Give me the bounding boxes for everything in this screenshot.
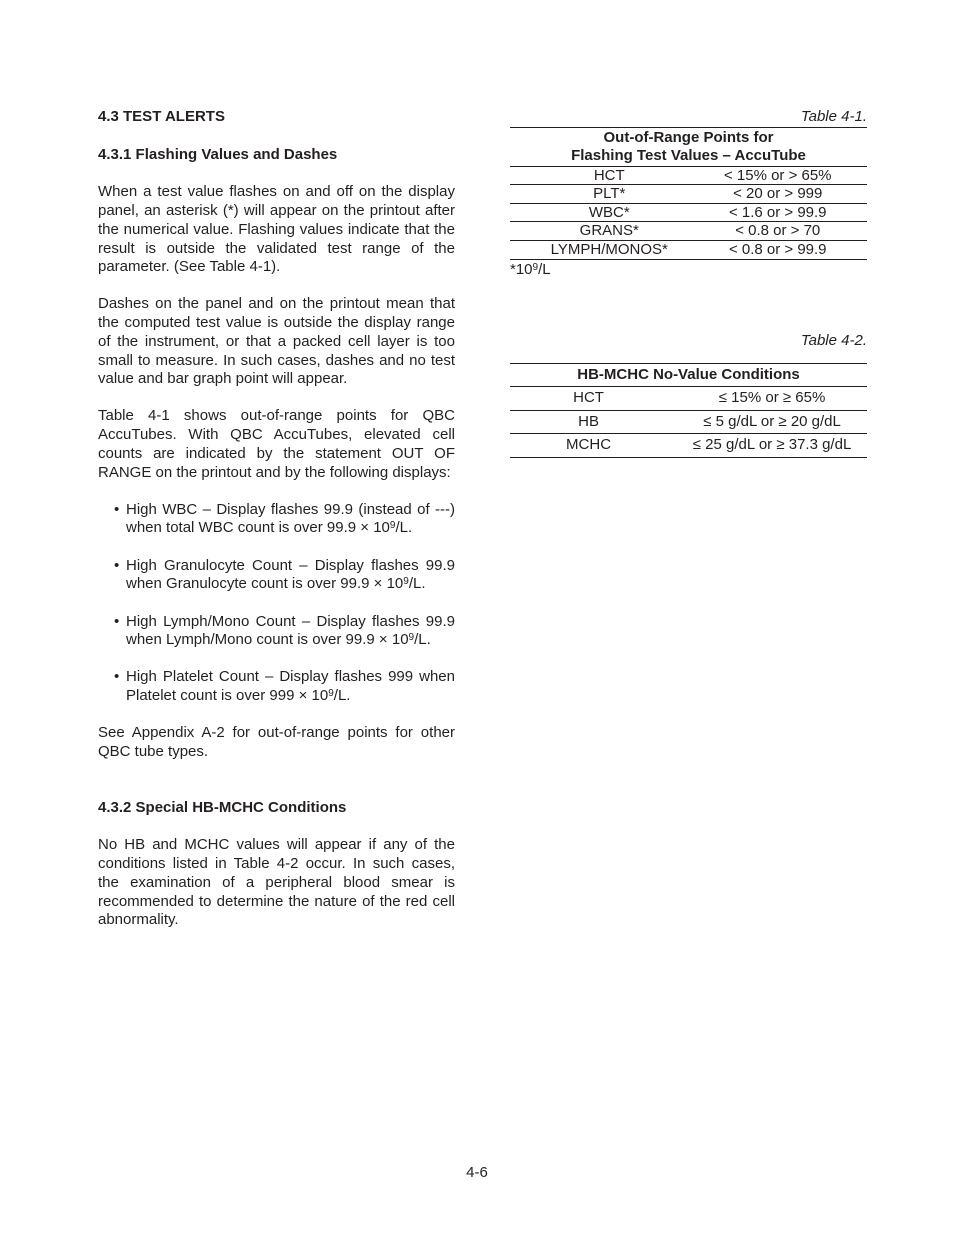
param-cell: HCT	[510, 387, 667, 411]
table-row	[510, 410, 867, 434]
subsection-title-flashing: 4.3.1 Flashing Values and Dashes	[98, 145, 338, 163]
condition-cell: ≤ 5 g/dL or ≥ 20 g/dL	[667, 410, 867, 434]
left-column	[98, 108, 455, 949]
superscript: 9	[408, 632, 415, 644]
bullet-icon: •	[114, 668, 120, 686]
bullet-suffix: /L.	[395, 519, 413, 537]
bullet-icon: •	[114, 556, 120, 574]
table-row	[510, 203, 867, 222]
range-cell: < 1.6 or > 99.9	[689, 203, 868, 222]
paragraph-appendix-reference: See Appendix A-2 for out-of-range points for other QBC tube types.	[98, 724, 455, 761]
table-footnote	[510, 261, 867, 280]
superscript: 9	[403, 576, 409, 588]
table-caption: Table 4-1.	[800, 108, 867, 125]
paragraph-dashes: Dashes on the panel and on the printout mean that the computed test value is outside the display range of the instrument, or that a packed cell layer is too small to measure. In such cases, dashes and no test value and bar graph point will appear.	[98, 295, 455, 388]
bullet-icon: •	[114, 612, 120, 630]
table-row	[510, 387, 867, 411]
bullet-suffix: /L.	[414, 631, 431, 649]
section-title: 4.3 TEST ALERTS	[98, 108, 225, 125]
paragraph-table-reference: Table 4-1 shows out-of-range points for QBC AccuTubes. With QBC AccuTubes, elevated cell counts are indicated by the statement OUT OF RANGE on the printout and by the following displays:	[98, 407, 455, 481]
param-cell: WBC*	[510, 203, 689, 222]
out-of-range-table	[510, 127, 867, 260]
param-cell: LYMPH/MONOS*	[510, 241, 689, 260]
hb-mchc-table	[510, 363, 867, 458]
table-4-2-block	[510, 332, 867, 458]
table-caption: Table 4-2.	[800, 332, 867, 349]
param-cell: MCHC	[510, 434, 667, 458]
range-cell: < 0.8 or > 70	[689, 222, 868, 241]
bullet-icon: •	[114, 500, 120, 518]
condition-cell: ≤ 25 g/dL or ≥ 37.3 g/dL	[667, 434, 867, 458]
paragraph-hb-mchc: No HB and MCHC values will appear if any of the conditions listed in Table 4-2 occur. In such cases, the examination of a peripheral blood smear is recommended to determine the nature of the red cell abnormality.	[98, 836, 455, 929]
table-header-line2: Flashing Test Values – AccuTube	[571, 147, 806, 165]
bullet-text: High Lymph/Mono Count – Display flashes 99.9 when Lymph/Mono count is over 99.9 × 10	[126, 612, 455, 649]
param-cell: HB	[510, 410, 667, 434]
bullet-suffix: /L.	[408, 575, 426, 593]
table-header: HB-MCHC No-Value Conditions	[577, 365, 800, 383]
footnote-prefix: *10	[510, 260, 533, 278]
condition-cell: ≤ 15% or ≥ 65%	[667, 387, 867, 411]
list-item	[114, 668, 455, 705]
list-item	[114, 501, 455, 538]
table-header	[510, 127, 867, 166]
range-cell: < 20 or > 999	[689, 185, 868, 204]
param-cell: GRANS*	[510, 222, 689, 241]
range-cell: < 0.8 or > 99.9	[689, 241, 868, 260]
superscript: 9	[389, 520, 396, 532]
bullet-text: High WBC – Display flashes 99.9 (instead of ---) when total WBC count is over 99.9 × 10	[126, 500, 455, 537]
bullet-suffix: /L.	[333, 687, 351, 705]
superscript: 9	[328, 688, 334, 700]
page-number: 4-6	[466, 1164, 488, 1181]
table-row	[510, 166, 867, 185]
table-row	[510, 185, 867, 204]
param-cell: PLT*	[510, 185, 689, 204]
list-item	[114, 557, 455, 594]
table-row	[510, 222, 867, 241]
paragraph-flashing-values: When a test value flashes on and off on the display panel, an asterisk (*) will appear on the printout after the numerical value. Flashing values indicate that the result is outside the validated test range of the parameter. (See Table 4-1).	[98, 183, 455, 276]
table-row	[510, 241, 867, 260]
range-cell: < 15% or > 65%	[689, 166, 868, 185]
display-bullet-list	[98, 501, 455, 706]
list-item	[114, 613, 455, 650]
table-header-line1: Out-of-Range Points for	[603, 128, 774, 146]
footnote-suffix: /L	[538, 260, 551, 278]
table-4-1-block	[510, 108, 867, 279]
subsection-title-hb-mchc: 4.3.2 Special HB-MCHC Conditions	[98, 798, 347, 816]
param-cell: HCT	[510, 166, 689, 185]
superscript: 9	[532, 261, 539, 273]
table-row	[510, 434, 867, 458]
bullet-text: High Granulocyte Count – Display flashes 99.9 when Granulocyte count is over 99.9 × 10	[126, 556, 455, 593]
bullet-text: High Platelet Count – Display flashes 999 when Platelet count is over 999 × 10	[126, 668, 455, 705]
